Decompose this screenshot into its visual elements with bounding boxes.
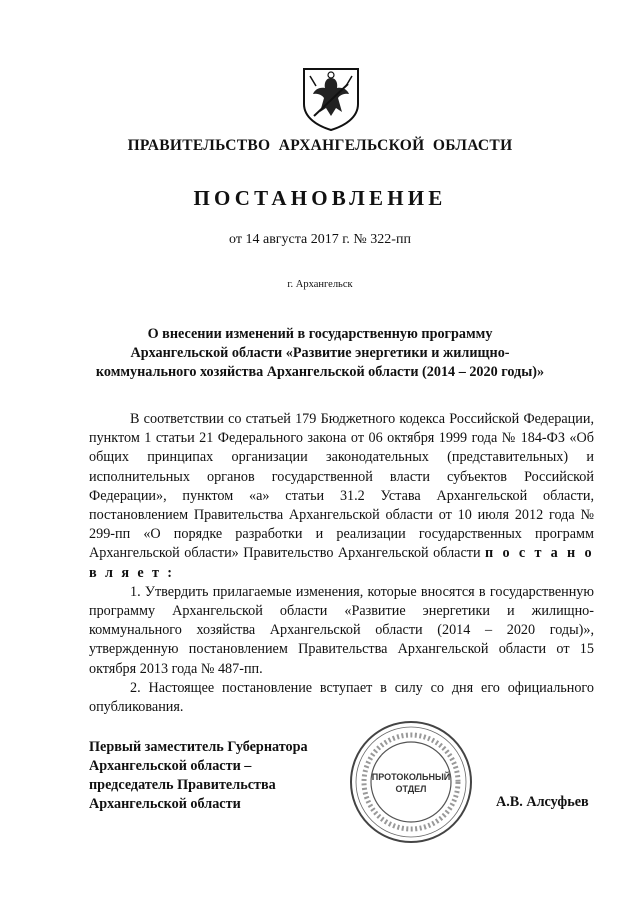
government-name: ПРАВИТЕЛЬСТВО АРХАНГЕЛЬСКОЙ ОБЛАСТИ xyxy=(127,137,513,154)
title-line: коммунального хозяйства Архангельской области (2014 – 2020 годы)» xyxy=(95,364,545,380)
decree-body xyxy=(89,410,594,717)
decree-title xyxy=(80,325,560,382)
signatory-name: А.В. Алсуфьев xyxy=(496,794,589,810)
item-2-paragraph: 2. Настоящее постановление вступает в силу со дня его официального опубликования. xyxy=(89,679,594,716)
city-name: г. Архангельск xyxy=(287,279,353,290)
signatory-position xyxy=(89,738,308,814)
stamp-center-line-1: ПРОТОКОЛЬНЫЙ xyxy=(371,772,451,782)
decree-heading: ПОСТАНОВЛЕНИЕ xyxy=(193,186,447,210)
position-line: Архангельской области – xyxy=(89,758,252,774)
arkhangelsk-coat-of-arms-icon xyxy=(300,66,362,132)
stamp-center-line-2: ОТДЕЛ xyxy=(395,784,427,794)
decree-date-number: от 14 августа 2017 г. № 322-пп xyxy=(229,232,411,247)
title-line: Архангельской области «Развитие энергетики и жилищно- xyxy=(130,345,510,361)
position-line: председатель Правительства xyxy=(89,777,276,793)
title-line: О внесении изменений в государственную программу xyxy=(147,326,493,342)
official-round-stamp-icon xyxy=(347,718,475,846)
preamble-text: В соответствии со статьей 179 Бюджетного кодекса Российской Федерации, пунктом 1 статьи 21 Федерального закона от 06 октября 1999 года № 184-ФЗ «Об общих принципах организации законодательных (представительных) и исполнительных органов государственной власти субъектов Российской Федерации», пунктом «а» статьи 31.2 Устава Архангельской области, постановлением Правительства Архангельской области от 10 июля 2012 года № 299-пп «О порядке разработки и реализации государственных программ Архангельской области» Правительство Архангельской области xyxy=(89,411,594,562)
position-line: Архангельской области xyxy=(89,796,241,812)
preamble-paragraph xyxy=(89,410,594,583)
resolves-word: п о с т а н о в л я е т : xyxy=(89,545,594,581)
item-1-paragraph: 1. Утвердить прилагаемые изменения, которые вносятся в государственную программу Архангельской области «Развитие энергетики и жилищно-коммунального хозяйства Архангельской области (2014 – 2020 годы)», утвержденную постановлением Правительства Архангельской области от 15 октября 2013 года № 487-пп. xyxy=(89,583,594,677)
position-line: Первый заместитель Губернатора xyxy=(89,739,308,755)
